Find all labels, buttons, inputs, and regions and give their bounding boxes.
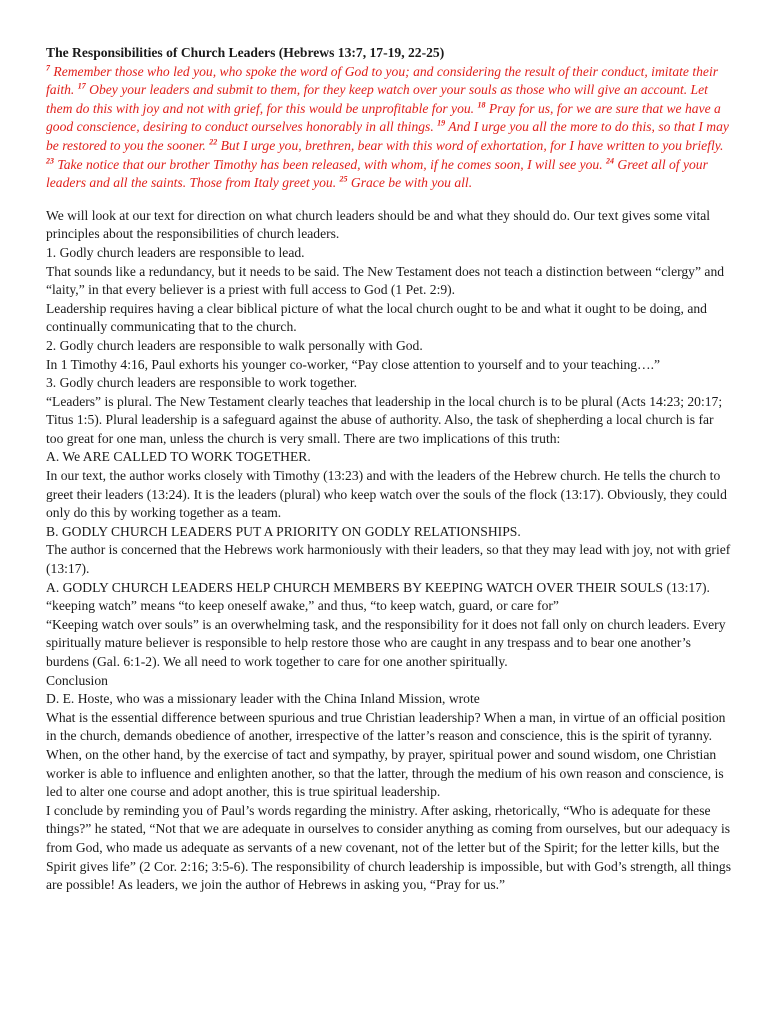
body-paragraph: Leadership requires having a clear biblical picture of what the local church ought to be and what it ought to be doing, and continually communicating that to the church.: [46, 300, 707, 335]
body-paragraph: A. GODLY CHURCH LEADERS HELP CHURCH MEMBERS BY KEEPING WATCH OVER THEIR SOULS (13:17).: [46, 579, 710, 595]
body-paragraph: What is the essential difference between spurious and true Christian leadership? When a man, in virtue of an official position in the church, demands obedience of another, irrespective of the latter’s reason and conscience, this is the spirit of tyranny.: [46, 709, 726, 744]
body-paragraph: That sounds like a redundancy, but it needs to be said. The New Testament does not teach a distinction between “clergy” and “laity,” in that every believer is a priest with full access to God (1 Pet. 2:9).: [46, 263, 725, 298]
body-paragraph: A. We ARE CALLED TO WORK TOGETHER.: [46, 449, 311, 465]
document-page: [46, 44, 732, 895]
verse-number: 23: [46, 156, 54, 166]
verse-number: 7: [46, 63, 50, 73]
body-paragraph: “Keeping watch over souls” is an overwhelming task, and the responsibility for it does not fall only on church leaders. Every spiritually mature believer is responsible to help restore those who are caught in any trespass and to bear one another’s burdens (Gal. 6:1-2). We all need to work together to care for one another spiritually.: [46, 616, 726, 669]
body-paragraph: 2. Godly church leaders are responsible to walk personally with God.: [46, 337, 423, 353]
body-paragraph: 3. Godly church leaders are responsible to work together.: [46, 375, 358, 391]
verse-text: Grace be with you all.: [347, 175, 473, 191]
document-body: [46, 207, 732, 895]
body-paragraph: 1. Godly church leaders are responsible to lead.: [46, 244, 305, 260]
verse-text: But I urge you, brethren, bear with this word of exhortation, for I have written to you briefly.: [217, 137, 724, 153]
verse-text: And I urge you all the more to do this, so that I may be restored to you the sooner.: [46, 119, 729, 153]
document-title: The Responsibilities of Church Leaders (Hebrews 13:7, 17-19, 22-25): [46, 45, 445, 60]
verse-number: 25: [339, 174, 348, 184]
body-paragraph: In 1 Timothy 4:16, Paul exhorts his younger co-worker, “Pay close attention to yourself and to your teaching….”: [46, 356, 661, 372]
verse-number: 17: [77, 81, 86, 91]
body-paragraph: When, on the other hand, by the exercise of tact and sympathy, by prayer, spiritual power and sound wisdom, one Christian worker is able to influence and enlighten another, so that the latter, through the medium of his own reason and conscience, is led to alter one course and adopt another, this is true spiritual leadership.: [46, 746, 724, 800]
body-paragraph: The author is concerned that the Hebrews work harmoniously with their leaders, so that they may lead with joy, not with grief (13:17).: [46, 542, 731, 577]
verse-text: Take notice that our brother Timothy has been released, with whom, if he comes soon, I will see you.: [54, 156, 606, 172]
verse-text: Obey your leaders and submit to them, for they keep watch over your souls as those who will give an account. Let them do this with joy and not with grief, for this would be unprofitable for you.: [46, 82, 708, 116]
verse-text: Pray for us, for we are sure that we have a good conscience, desiring to conduct ourselves honorably in all things.: [46, 100, 721, 135]
body-paragraph: B. GODLY CHURCH LEADERS PUT A PRIORITY ON GODLY RELATIONSHIPS.: [46, 523, 521, 539]
verse-number: 22: [209, 137, 218, 147]
verse-number: 19: [437, 118, 446, 128]
body-paragraph: “Leaders” is plural. The New Testament clearly teaches that leadership in the local church is to be plural (Acts 14:23; 20:17; Titus 1:5). Plural leadership is a safeguard against the abuse of authority. Also, the task of shepherding a local church is far too great for one man, unless the church is very small. There are two implications of this truth:: [46, 393, 723, 446]
body-paragraph: In our text, the author works closely with Timothy (13:23) and with the leaders of the Hebrew church. He tells the church to greet their leaders (13:24). It is the leaders (plural) who keep watch over the souls of the flock (13:17). Obviously, they could only do this by working together as a team.: [46, 468, 727, 521]
body-paragraph: Conclusion: [46, 672, 108, 688]
body-paragraph: I conclude by reminding you of Paul’s words regarding the ministry. After asking, rhetorically, “Who is adequate for these things?” he stated, “Not that we are adequate in ourselves to consider anything as coming from ourselves, but our adequacy is from God, who made us adequate as servants of a new covenant, not of the letter but of the Spirit; for the letter kills, but the Spirit gives life” (2 Cor. 2:16; 3:5-6). The responsibility of church leadership is impossible, but with God’s strength, all things are possible! As leaders, we join the author of Hebrews in asking you, “Pray for us.”: [46, 802, 732, 893]
verse-text: Greet all of your leaders and all the saints. Those from Italy greet you.: [46, 156, 708, 191]
body-paragraph: D. E. Hoste, who was a missionary leader with the China Inland Mission, wrote: [46, 691, 480, 707]
verse-number: 24: [606, 156, 614, 166]
verse-number: 18: [477, 100, 486, 110]
verse-text: Remember those who led you, who spoke the word of God to you; and considering the result of their conduct, imitate their faith.: [46, 63, 719, 98]
scripture-passage: [46, 63, 732, 193]
body-paragraph: “keeping watch” means “to keep oneself awake,” and thus, “to keep watch, guard, or care for”: [46, 598, 559, 614]
body-paragraph: We will look at our text for direction on what church leaders should be and what they should do. Our text gives some vital principles about the responsibilities of church leaders.: [46, 207, 711, 242]
